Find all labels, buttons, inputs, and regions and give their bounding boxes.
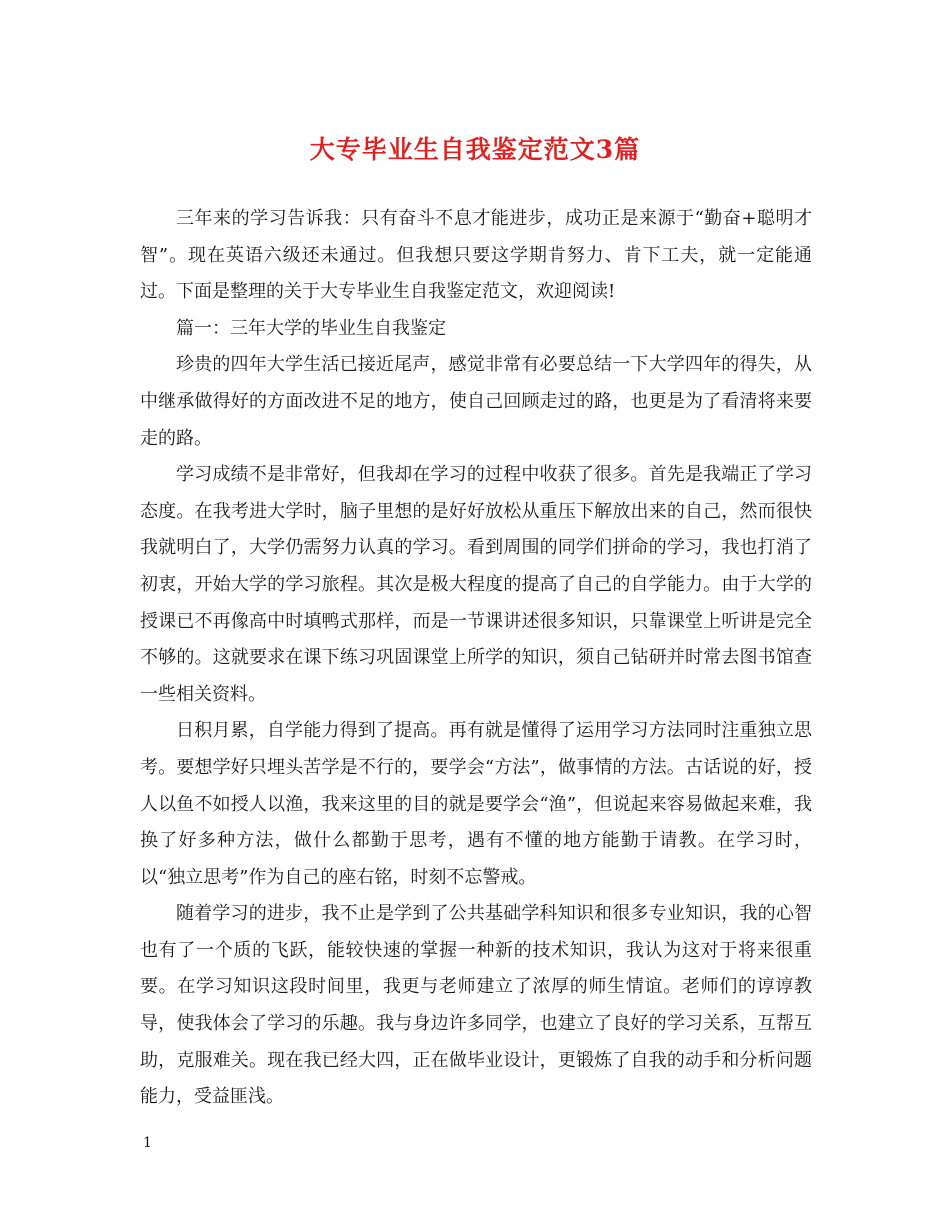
intro-paragraph: 三年来的学习告诉我：只有奋斗不息才能进步，成功正是来源于“勤奋+聪明才智”。现在英语六级还未通过。但我想只要这学期肯努力、肯下工夫，就一定能通过。下面是整理的关于大专毕业生自我鉴定范文，欢迎阅读! xyxy=(140,208,812,303)
body-paragraph: 随着学习的进步，我不止是学到了公共基础学科知识和很多专业知识，我的心智也有了一个质的飞跃，能较快速的掌握一种新的技术知识，我认为这对于将来很重要。在学习知识这段时间里，我更与老师建立了浓厚的师生情谊。老师们的谆谆教导，使我体会了学习的乐趣。我与身边许多同学，也建立了良好的学习关系，互帮互助，克服难关。现在我已经大四，正在做毕业设计，更锻炼了自我的动手和分析问题能力，受益匪浅。 xyxy=(140,903,812,1108)
body-paragraph: 珍贵的四年大学生活已接近尾声，感觉非常有必要总结一下大学四年的得失，从中继承做得好的方面改进不足的地方，使自己回顾走过的路，也更是为了看清将来要走的路。 xyxy=(140,354,812,449)
page-number: 1 xyxy=(143,1135,152,1151)
document-title: 大专毕业生自我鉴定范文3篇 xyxy=(309,135,641,164)
document-body xyxy=(140,201,812,1116)
section-heading: 篇一：三年大学的毕业生自我鉴定 xyxy=(176,317,446,339)
body-paragraph: 日积月累，自学能力得到了提高。再有就是懂得了运用学习方法同时注重独立思考。要想学好只埋头苦学是不行的，要学会“方法”，做事情的方法。古话说的好，授人以鱼不如授人以渔，我来这里的目的就是要学会“渔”，但说起来容易做起来难，我换了好多种方法，做什么都勤于思考，遇有不懂的地方能勤于请教。在学习时，以“独立思考”作为自己的座右铭，时刻不忘警戒。 xyxy=(140,720,812,888)
body-paragraph: 学习成绩不是非常好，但我却在学习的过程中收获了很多。首先是我端正了学习态度。在我考进大学时，脑子里想的是好好放松从重压下解放出来的自己，然而很快我就明白了，大学仍需努力认真的学习。看到周围的同学们拼命的学习，我也打消了初衷，开始大学的学习旅程。其次是极大程度的提高了自己的自学能力。由于大学的授课已不再像高中时填鸭式那样，而是一节课讲述很多知识，只靠课堂上听讲是完全不够的。这就要求在课下练习巩固课堂上所学的知识，须自己钻研并时常去图书馆查一些相关资料。 xyxy=(140,464,812,705)
